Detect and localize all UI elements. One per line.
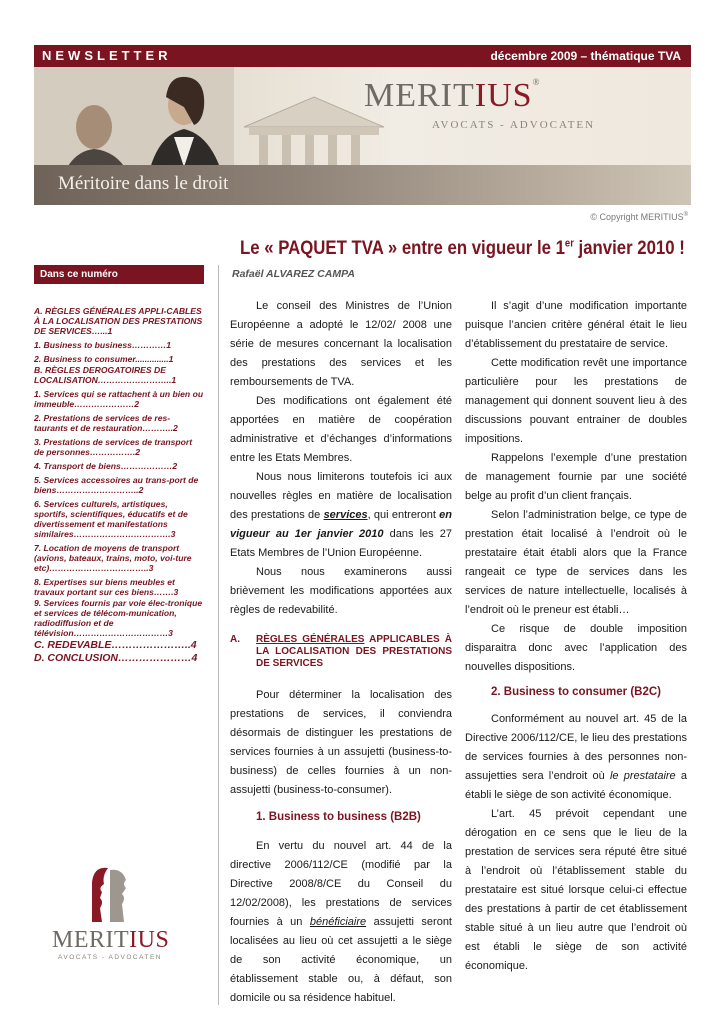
newsletter-label: NEWSLETTER bbox=[42, 48, 172, 63]
toc-item[interactable]: 1. Business to business…………1 bbox=[34, 340, 172, 350]
article-author: Rafaël ALVAREZ CAMPA bbox=[232, 268, 355, 280]
toc-item[interactable]: 9. Services fournis par voie élec-tronique et services de télécom-munication, radiodiffusion et de télévision……………………………3 bbox=[34, 598, 203, 638]
meritius-wordmark: MERITIUS® bbox=[364, 77, 541, 114]
paragraph: Rappelons l’exemple d’une prestation de management fournie par une société belge au profit d’un client français. bbox=[465, 452, 687, 502]
table-of-contents bbox=[34, 306, 204, 665]
paragraph: Selon l’administration belge, ce type de prestation était localisé à l’endroit où le prestataire était établi alors que la France rangeait ce type de services dans les services de nature intellectuelle, localisés à l’endroit où le preneur est établi… bbox=[465, 509, 687, 616]
paragraph: Des modifications ont également été apportées en matière de coopération administrative et d’échanges d’informations entre les Etats Membres. bbox=[230, 395, 452, 464]
paragraph: Pour déterminer la localisation des prestations de services, il conviendra désormais de distinguer les prestations de services fournies à un assujetti (business-to-business) de celles fournies à un non-assujetti (business-to-consumer). bbox=[230, 689, 452, 796]
paragraph: Il s’agit d’une modification importante puisque l’ancien critère général était le lieu d’établissement du prestataire de service. bbox=[465, 300, 687, 350]
toc-item[interactable]: 1. Services qui se rattachent à un bien ou immeuble…………………2 bbox=[34, 389, 204, 409]
column-divider bbox=[218, 265, 219, 1005]
banner-motto: Méritoire dans le droit bbox=[58, 173, 229, 194]
toc-item[interactable]: 4. Transport de biens………………2 bbox=[34, 461, 178, 471]
profile-logo-icon bbox=[52, 862, 182, 924]
toc-item[interactable]: 7. Location de moyens de transport (avions, bateaux, trains, moto, voi-ture etc)……………………………..3 bbox=[34, 543, 192, 573]
section-a-heading: A. RÈGLES GÉNÉRALES APPLICABLES À LA LOCALISATION DES PRESTATIONS DE SERVICES bbox=[230, 634, 452, 669]
paragraph: Conformément au nouvel art. 45 de la Directive 2006/112/CE, le lieu des prestations de services fournies à des personnes non-assujetties sera l’endroit où le prestataire a établi le siège de son activité économique. bbox=[465, 713, 687, 801]
toc-item[interactable]: A. RÈGLES GÉNÉRALES APPLI-CABLES À LA LOCALISATION DES PRESTATIONS DE SERVICES…...1 bbox=[34, 306, 203, 336]
paragraph: En vertu du nouvel art. 44 de la directive 2006/112/CE (modifié par la Directive 2008/8/CE du Conseil du 12/02/2008), les prestations de services fournies à un bénéficiaire assujetti seront localisées au lieu où cet assujetti a le siège de son activité économique, un établissement stable ou, à défaut, son domicile ou sa résidence habituel. bbox=[230, 840, 452, 1004]
meritius-logo: MERITIUS AVOCATS - ADVOCATEN bbox=[52, 862, 182, 962]
header-banner bbox=[34, 67, 691, 205]
copyright-notice: © Copyright MERITIUS® bbox=[590, 212, 688, 222]
newsletter-header-bar bbox=[34, 45, 691, 67]
toc-item[interactable]: 5. Services accessoires au trans-port de biens………………………..2 bbox=[34, 475, 199, 495]
subsection-b2b-heading: 1. Business to business (B2B) bbox=[256, 811, 421, 823]
paragraph: L’art. 45 prévoit cependant une dérogation en ce sens que le lieu de la prestation de services sera réputé être situé à l’endroit où l’établissement stable du prestataire est situé lorsque celui-ci effectue des prestations à partir de cet établissement stable situé à un lieu autre que l’endroit où est établi le siège de son activité économique. bbox=[465, 808, 687, 972]
brand-subtitle: AVOCATS - ADVOCATEN bbox=[432, 119, 596, 131]
paragraph: Ce risque de double imposition disparaitra donc avec l’application des nouvelles dispositions. bbox=[465, 623, 687, 673]
article-title: Le « PAQUET TVA » entre en vigueur le 1er janvier 2010 ! bbox=[240, 237, 685, 259]
toc-item[interactable]: 2. Prestations de services de res-taurants et de restauration………..2 bbox=[34, 413, 178, 433]
toc-item[interactable]: 3. Prestations de services de transport de personnes…………….2 bbox=[34, 437, 193, 457]
paragraph: Le conseil des Ministres de l’Union Européenne a adopté le 12/02/ 2008 une série de mesures concernant la localisation des prestations des services et les remboursements de TVA. bbox=[230, 300, 452, 388]
toc-heading: Dans ce numéro bbox=[34, 265, 204, 284]
paragraph: Cette modification revêt une importance particulière pour les prestations de management qui donnent souvent lieu à des discussions pouvant entrainer de doubles impositions. bbox=[465, 357, 687, 445]
subsection-b2c-heading: 2. Business to consumer (B2C) bbox=[491, 686, 661, 698]
toc-item[interactable]: B. RÈGLES DEROGATOIRES DE LOCALISATION……………………..1 bbox=[34, 365, 177, 385]
toc-item[interactable]: D. CONCLUSION…………………4 bbox=[34, 652, 198, 664]
toc-item[interactable]: 6. Services culturels, artistiques, sportifs, scientifiques, éducatifs et de divertissement et manifestations similaires…………………………….3 bbox=[34, 499, 188, 539]
article-column-2 bbox=[465, 297, 687, 976]
article-column-1 bbox=[230, 297, 452, 1008]
toc-item[interactable]: 8. Expertises sur biens meubles et travaux portant sur ces biens…….3 bbox=[34, 577, 179, 597]
toc-item[interactable]: C. REDEVABLE…………………..4 bbox=[34, 639, 197, 651]
paragraph: Nous nous limiterons toutefois ici aux nouvelles règles en matière de localisation des prestations de services, qui entreront en vigueur au 1er janvier 2010 dans les 27 Etats Membres de l’Union Européenne. bbox=[230, 471, 452, 559]
issue-date-theme: décembre 2009 – thématique TVA bbox=[490, 49, 681, 63]
toc-item[interactable]: 2. Business to consumer..............1 bbox=[34, 354, 174, 364]
paragraph: Nous nous examinerons aussi brièvement les modifications apportées aux règles de redevabilité. bbox=[230, 566, 452, 616]
